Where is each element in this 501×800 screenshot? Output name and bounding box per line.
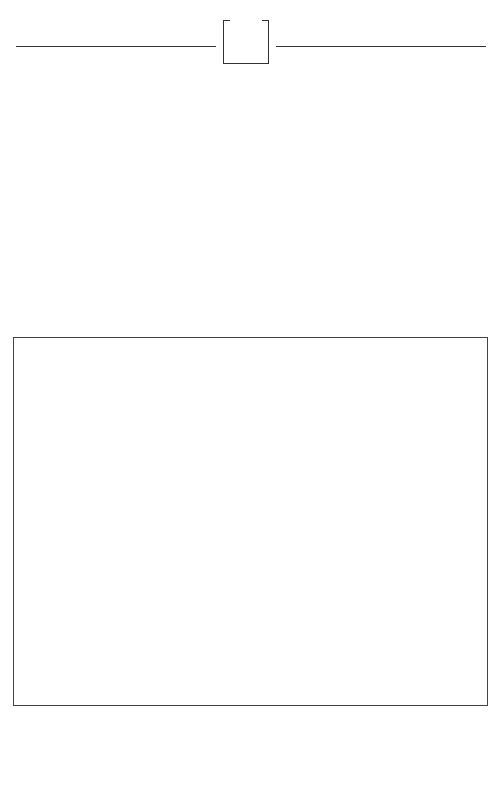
header-divider-right	[276, 46, 486, 47]
header-title-frame	[223, 20, 269, 64]
size-table	[13, 337, 488, 706]
header-divider-left	[16, 46, 216, 47]
